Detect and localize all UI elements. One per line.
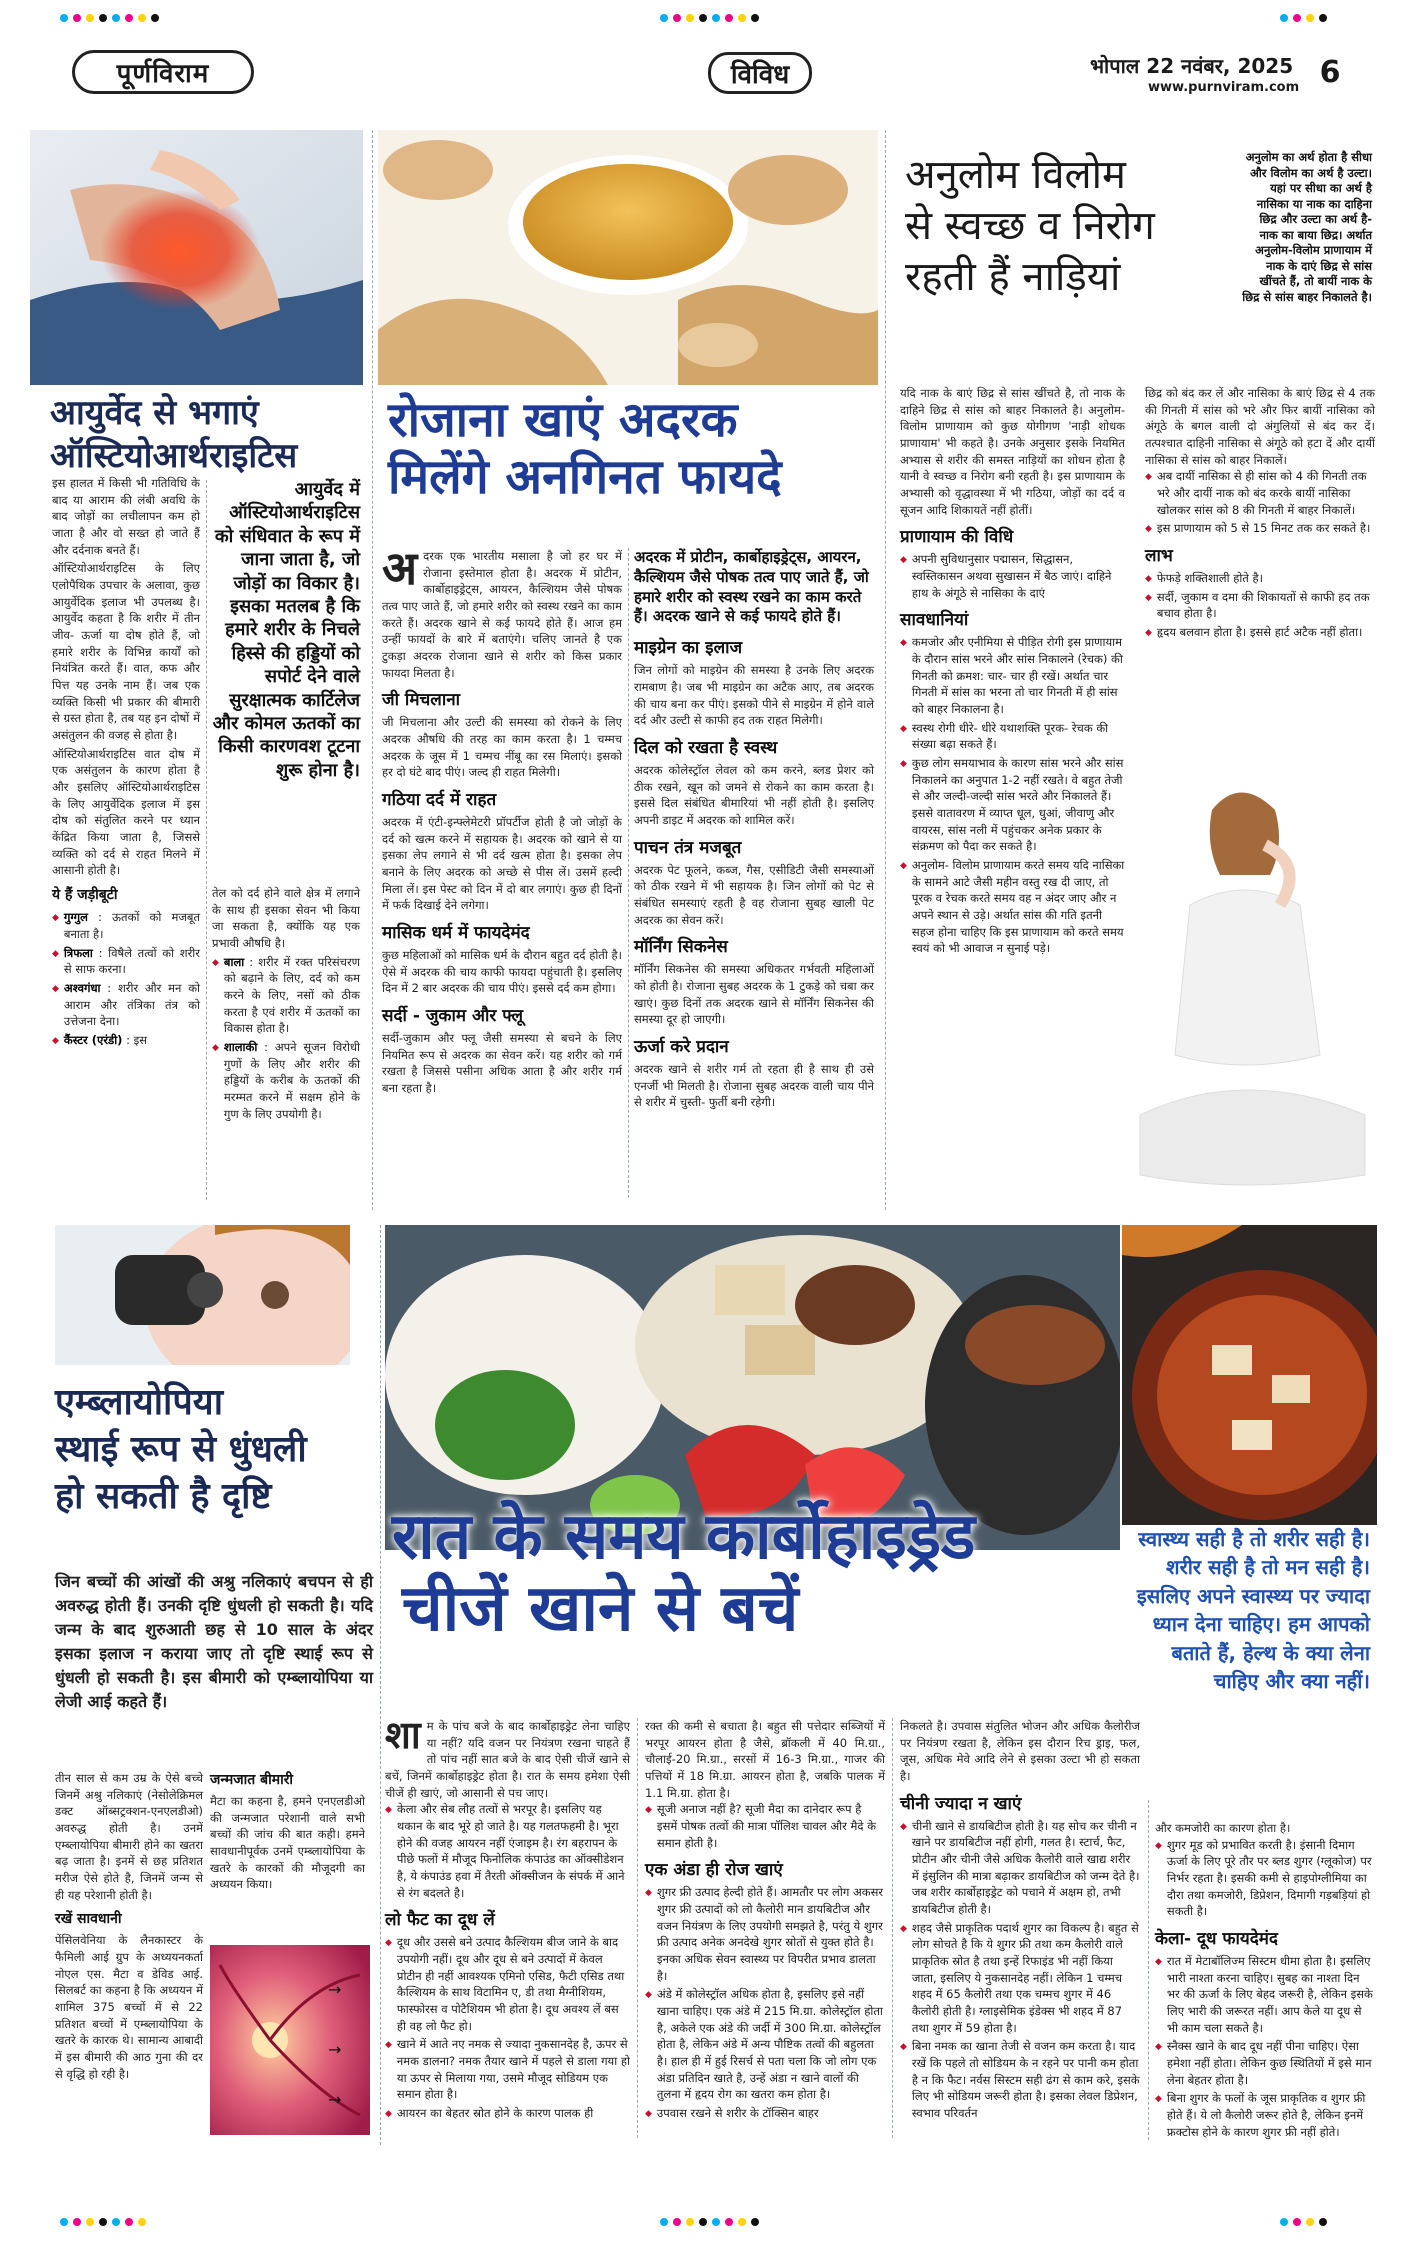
herbs-heading: ये हैं जड़ीबूटी	[52, 887, 118, 904]
carbs-item: ◆ अंडे में कोलेस्ट्रॉल अधिक होता है, इसलिए इसे नहीं खाना चाहिए। एक अंडे में 215 मि.ग्रा. कोलेस्ट्रॉल होता है, अकेले एक अंडे की जर्दी में 300 मि.ग्रा. कोलेस्ट्रॉल होता है, लेकिन अंडे में अन्य पौष्टिक तत्वों की बहुलता है। हाल ही में हुई रिसर्च से पता चला कि जो लोग एक अंडा प्रतिदिन खाते है, उन्हें अंडा न खाने वालों की तुलना में हृदय रोग का खतरा कम होता है।	[645, 1987, 883, 2102]
carbs-item: ◆ केला और सेब लौह तत्वों से भरपूर है। इसलिए यह थकान के बाद भूरे हो जाते है। यह गलतफहमी है। भूरा होने की वजह आयरन नहीं एंजाइम है। रंग बहरापन के पीछे फलों में मौजूद फिनोलिक कंपाउंड का ऑक्सीडेशन है, ये कंपाउंड हवा में तैरती ऑक्सीजन के संपर्क में आने से रंग बदलते है।	[385, 1802, 625, 1900]
carbs-intro-block	[385, 1713, 630, 1801]
carbs-item: ◆ शहद जैसे प्राकृतिक पदार्थ शुगर का विकल्प है। बहुत से लोग सोचते है कि ये शुगर फ्री तथा कम कैलोरी वाले प्राकृतिक स्रोत है तथा इन्हें रिफाइंड भी नहीं किया जाता, इसलिए ये नुकसानदेह नहीं। लेकिन 1 चम्मच शहद में 65 कैलोरी तथा एक चम्मच शुगर में 46 कैलोरी होती है। ग्लाइसेमिक इंडेक्स भी शहद में 87 तथा शुगर में 59 होता है।	[900, 1920, 1139, 2035]
caution-item: ◆ कमजोर और एनीमिया से पीड़ित रोगी इस प्राणायाम के दौरान सांस भरने और सांस निकालने (रेचक) की गिनती को क्रमश: चार- चार ही रखें। अर्थात चार गिनती में सांस का भरना तो चार गिनती में ही सांस को बाहर निकालना है।	[900, 635, 1123, 717]
svg-text:→: →	[328, 2040, 342, 2059]
carbs-intro: म के पांच बजे के बाद कार्बोहाइड्रेट लेना चाहिए या नहीं? यदि वजन पर नियंत्रण रखना चाहते हैं तो पांच नहीं सात बजे के बाद ऐसी चीजें खाने से बचें, जिनमें कार्बोहाइड्रेट होता है। रात के समय हमेशा ऐसी चीजें ही खाएं, जो आसानी से पच जाए।	[385, 1719, 630, 1800]
amblyopia-col1	[55, 1770, 203, 2082]
column-rule	[206, 480, 207, 1200]
ginger-section-text: मॉर्निंग सिकनेस की समस्या अधिकतर गर्भवती महिलाओं को होती है। रोजाना सुबह अदरक के 1 टुकड़े को चबा कर खाएं। कुछ दिनों तक अदरक खाने से मॉर्निंग सिकनेस की समस्या दूर हो जाएगी।	[634, 962, 874, 1027]
caution-item: ◆ स्वस्थ रोगी धीरे- धीरे यथाशक्ति पूरक- रेचक की संख्या बढ़ा सकते हैं।	[900, 720, 1109, 752]
carbs-item: ◆ दूध और उससे बने उत्पाद कैल्शियम बीज जाने के बाद उपयोगी नहीं। दूध और दूध से बने उत्पादों में केवल प्रोटीन ही नहीं आवश्यक एमिनो एसिड, फैटी एसिड तथा कैल्शियम के साथ विटामिन ए, डी तथा मैग्नीशियम, फास्फोरस व पोटैशियम भी होता है। दूध अवश्य लें बस ही वह लो फैट हो।	[385, 1935, 625, 2033]
ginger-section-title: ऊर्जा करे प्रदान	[634, 1036, 729, 1057]
herb-item: ◆ बाला : शरीर में रक्त परिसंचरण को बढ़ाने के लिए, दर्द को कम करने के लिए, नसों को ठीक करता है एवं शरीर में ऊतकों का विकास होता है।	[212, 954, 360, 1036]
svg-text:→: →	[328, 1980, 342, 1999]
anulom-col2-p1: छिद्र को बंद कर लें और नासिका के बाएं छिद्र से 4 तक की गिनती में सांस को भरे और फिर बायीं नासिका को अंगूठे के बगल वाली दो अंगुलियों से बंद कर दें। तत्पश्चात दाहिनी नासिका से अंगूठे को हटा दें और दायीं नासिका से सांस को बाहर निकालें।	[1145, 386, 1375, 467]
ginger-section-title: पाचन तंत्र मजबूत	[634, 837, 742, 858]
carbs-col4	[1155, 1820, 1375, 2142]
registration-dots-footer-left	[60, 2218, 146, 2226]
carbs-item: ◆ शुगर फ्री उत्पाद हेल्दी होते हैं। आमतौर पर लोग अकसर शुगर फ्री उत्पादों को लो कैलोरी मान डायबिटीज और वजन नियंत्रण के लिए उपयोगी समझते है, परंतु ये शुगर फ्री उत्पाद अनेक अनदेखे शुगर स्रोतों से युक्त होते है। इनका अधिक सेवन स्वास्थ्य पर विपरीत प्रभाव डालता है।	[645, 1885, 884, 1983]
anulom-step-item: ◆ अब दायीं नासिका से ही सांस को 4 की गिनती तक भरे और दायीं नाक को बंद करके बायीं नासिका खोलकर सांस को 8 की गिनती में बाहर निकालें।	[1145, 469, 1367, 517]
carbs-item: ◆ शुगर मूड को प्रभावित करती है। इंसानी दिमाग ऊर्जा के लिए पूरे तौर पर ब्लड शुगर (ग्लूकोज) पर निर्भर रहता है। इसकी कमी से हाइपोग्लीमिया का दौरा तथा कमजोरी, डिप्रेशन, दिमागी गड़बड़ियां हो सकती है।	[1155, 1837, 1372, 1919]
ayurveda-col2	[212, 885, 360, 1124]
carbs-col4-p1: और कमजोरी का कारण होता है।	[1155, 1821, 1291, 1835]
carbs-col2	[645, 1718, 885, 2124]
yoga-woman-photo	[1130, 755, 1375, 1210]
ginger-headline-line1: रोजाना खाएं अदरक	[388, 392, 738, 448]
carbs-headline	[392, 1502, 1132, 1645]
caution-item: ◆ अनुलोम- विलोम प्राणायाम करते समय यदि नासिका के सामने आटे जैसी महीन वस्तु रख दी जाए, तो पूरक व रेचक करते समय वह न अंदर जाए और न अपने स्थान से उड़े। अर्थात सांस की गति इतनी सहज होना चाहिए कि इस प्राणायाम को करते समय स्वयं को भी आवाज न सुनाई पड़े।	[900, 858, 1125, 956]
carbs-item: ◆ बिना शुगर के फलों के जूस प्राकृतिक व शुगर फ्री होते हैं। ये लो कैलोरी जरूर होते है, लेकिन इनमें फ्रक्टोस होने के कारण शुगर फ्री नहीं होते।	[1155, 2091, 1366, 2139]
ginger-section-title: जी मिचलाना	[382, 690, 461, 711]
ayurveda-pullquote: आयुर्वेद में ऑस्टियोआर्थराइटिस को संधिवात के रूप में जाना जाता है, जो जोड़ों का विकार है। इसका मतलब है कि हमारे शरीर के निचले हिस्से की हड्डियों को सपोर्ट देने वाले सुरक्षात्मक कार्टिलेज और कोमल ऊतकों का किसी कारणवश टूटना शुरू होना है।	[212, 479, 360, 781]
carbs-item: ◆ बिना नमक का खाना तेजी से वजन कम करता है। याद रखें कि पहले तो सोडियम के न रहने पर पानी कम होता है न कि फैट। नर्वस सिस्टम सही ढंग से काम करे, इसके लिए भी सोडियम जरूरी होता है। इसका लेवल डिप्रेशन, स्वभाव परिवर्तन	[900, 2039, 1140, 2121]
ayurveda-col1-p1: इस हालत में किसी भी गतिविधि के बाद या आराम की लंबी अवधि के बाद जोड़ों का लचीलापन कम हो जाता है और वो सख्त हो जाते हैं और दर्दनाक बनते हैं।	[52, 476, 200, 557]
anulom-col2	[1145, 385, 1375, 643]
ginger-section-title: माइग्रेन का इलाज	[634, 638, 743, 659]
ginger-dropcap: अ	[382, 541, 418, 595]
anulom-headline-line1: अनुलोम विलोम	[905, 152, 1126, 198]
ayurveda-col1-p2: ऑस्टियोआर्थराइटिस के लिए एलोपैथिक उपचार के अलावा, कुछ आयुर्वेदिक इलाज भी उपलब्ध है। आयुर्वेद कहता है कि शरीर में तीन जीव- ऊर्जा या दोष होते हैं, जो हमारे शरीर के विभिन्न कार्यों को नियंत्रित करते हैं। वात, कफ और पित्त यह उनके नाम हैं। जब एक व्यक्ति किसी भी प्रकार की बीमारी से ग्रस्त होता है, तब यह इन दोषों में असंतुलन की वजह से होता है।	[52, 561, 200, 743]
column-rule	[380, 1225, 381, 2145]
egg-heading: एक अंडा ही रोज खाएं	[645, 1860, 783, 1881]
amblyopia-headline	[55, 1380, 375, 1520]
registration-dots-footer-center	[660, 2218, 759, 2226]
ginger-section-title: सर्दी - जुकाम और फ्लू	[382, 1006, 524, 1027]
amblyopia-col1-p1: तीन साल से कम उम्र के ऐसे बच्चे जिनमें अश्रु नलिकाएं (नेसोलेक्रिमल डक्ट ऑब्सट्रक्शन-एनएलडीओ) अवरुद्ध होती है। उनमें एम्ब्लायोपिया बीमारी होने का खतरा बढ़ जाता है। इनमें से छह प्रतिशत मरीज ऐसे होते है, जिनमें जन्म से ही यह परेशानी होती है।	[55, 1771, 203, 1902]
page-number: 6	[1319, 54, 1341, 90]
herb-item: ◆ कैंस्टर (एरंडी) : इस	[52, 1033, 148, 1048]
anulom-headline	[905, 150, 1235, 304]
herb-item: ◆ गुग्गुल : ऊतकों को मजबूत बनाता है।	[52, 910, 201, 942]
ayurveda-headline-line1: आयुर्वेद से भगाएं	[50, 393, 259, 433]
ginger-section-text: अदरक में एंटी-इन्फ्लेमेटरी प्रॉपर्टीज होती है जो जोड़ों के दर्द को खत्म करने में सहायक है। अदरक को खाने से या इसका लेप लगाने से भी दर्द खत्म होता है। इसका लेप बनाने के लिए अदरक को अच्छे से पीस लें। उसमें हल्दी मिला लें। इस पेस्ट को दिन में दो बार लगाएं। कुछ ही दिनों में फर्क दिखाई देने लगेगा।	[382, 815, 622, 913]
anulom-headline-line2: से स्वच्छ व निरोग	[905, 203, 1155, 250]
column-rule	[892, 1718, 893, 2138]
masthead	[0, 0, 1417, 95]
benefit-item: ◆ सर्दी, जुकाम व दमा की शिकायतों से काफी हद तक बचाव होता है।	[1145, 589, 1370, 621]
ginger-photo	[378, 130, 878, 385]
amblyopia-col1-p2: पेंसिलवेनिया के लैनकास्टर के फैमिली आई ग्रुप के अध्ययनकर्ता नोएल एस. मैटा व डेविड आई. सिलबर्ट का कहना है कि अध्ययन में शामिल 375 बच्चों में से 22 प्रतिशत बच्चों में एम्ब्लायोपिया के खतरे के कारक थे। सामान्य आबादी में इस बीमारी की आठ गुना की दर से वृद्धि हो रही है।	[55, 1933, 203, 2081]
ginger-headline-line2: मिलेंगे अनगिनत फायदे	[388, 448, 782, 505]
ginger-intro-block	[382, 541, 622, 681]
carbs-item: ◆ सूजी अनाज नहीं है? सूजी मैदा का दानेदार रूप है इसमें पोषक तत्वों की मात्रा पॉलिश चावल और मैदे के समान होती है।	[645, 1802, 876, 1850]
svg-text:→: →	[328, 2090, 342, 2109]
child-eye-exam-photo	[55, 1225, 350, 1365]
carbs-col2-p1: रक्त की कमी से बचाता है। बहुत सी पत्तेदार सब्जियों में भरपूर आयरन होता है जैसे, ब्रॉकली में 40 मि.ग्रा., चौलाई-20 मि.ग्रा., सरसों में 16-3 मि.ग्रा., गाजर की पत्तियों में 18 मि.ग्रा. आयरन होता है, जबकि पालक में 1.1 मि.ग्रा. होता है।	[645, 1719, 885, 1800]
website-url: www.purnviram.com	[1148, 80, 1300, 95]
ginger-headline	[388, 392, 878, 505]
amblyopia-headline-line3: हो सकती है दृष्टि	[55, 1475, 272, 1517]
method-heading: प्राणायाम की विधि	[900, 527, 1014, 548]
carbs-item: ◆ आयरन का बेहतर स्रोत होने के कारण पालक ही	[385, 2106, 594, 2121]
caution-item: ◆ कुछ लोग समयाभाव के कारण सांस भरने और सांस निकालने का अनुपात 1-2 नहीं रखते। वे बहुत तेजी से और जल्दी-जल्दी सांस भरते और निकालते हैं। इससे वातावरण में व्याप्त धूल, धुआं, जीवाणु और वायरस, सांस नली में पहुंचकर अनेक प्रकार के संक्रमण को पैदा कर सकते है।	[900, 756, 1124, 854]
ginger-col2	[634, 548, 874, 1111]
anulom-col1	[900, 385, 1125, 959]
anulom-headline-line3: रहती हैं नाड़ियां	[905, 254, 1121, 301]
sugar-heading: चीनी ज्यादा न खाएं	[900, 1793, 1022, 1814]
ginger-intro: दरक एक भारतीय मसाला है जो हर घर में रोजाना इस्तेमाल होता है। अदरक में प्रोटीन, कार्बोहाइड्रेट्स, आयरन, कैल्शियम जैसे पोषक तत्व पाए जाते हैं, जो हमारे शरीर को स्वस्थ रखने का काम करते हैं। अदरक खाने से कई फायदे होते हैं। आज हम उन्हीं फायदों के बारे में बताएंगे। चलिए जानते है एक टुकड़ा अदरक रोजाना खाने से शरीर को किस प्रकार फायदा मिलता है।	[382, 549, 622, 680]
carbs-bluequote: स्वास्थ्य सही है तो शरीर सही है। शरीर सही है तो मन सही है। इसलिए अपने स्वास्थ्य पर ज्यादा ध्यान देना चाहिए। हम आपको बताते हैं, हेल्थ के क्या लेना चाहिए और क्या नहीं।	[1136, 1527, 1370, 1693]
keep-caution-heading: रखें सावधानी	[55, 1911, 122, 1928]
ginger-pullquote: अदरक में प्रोटीन, कार्बोहाइड्रेट्स, आयरन, कैल्शियम जैसे पोषक तत्व पाए जाते हैं, जो हमारे शरीर को स्वस्थ रखने का काम करते हैं। अदरक खाने से कई फायदे होते हैं।	[634, 548, 869, 626]
section-label: विविध	[708, 52, 812, 94]
carbs-item: ◆ चीनी खाने से डायबिटीज होती है। यह सोच कर चीनी न खाने पर डायबिटीज नहीं होगी, गलत है। स्टार्च, फैट, प्रोटीन और चीनी जैसे अधिक कैलोरी वाले खाद्य शरीर में इंसुलिन की मात्रा बढ़ाकर डायबिटीज को जन्म देते है। जब शरीर कार्बोहाइड्रेट को पचाने में अक्षम हो, तभी डायबिटीज होती है।	[900, 1818, 1140, 1917]
method-item: ◆ अपनी सुविधानुसार पद्मासन, सिद्धासन, स्वस्तिकासन अथवा सुखासन में बैठ जाएं। दाहिने हाथ के अंगूठे से नासिका के दाएं	[900, 552, 1112, 600]
ginger-section-text: अदरक खाने से शरीर गर्म तो रहता ही है साथ ही उसे एनर्जी भी मिलती है। रोजाना सुबह अदरक वाली चाय पीने से शरीर में चुस्ती- फुर्ती बनी रहेगी।	[634, 1061, 874, 1110]
registration-dots-footer-right	[1280, 2218, 1327, 2226]
ginger-section-title: मॉर्निंग सिकनेस	[634, 937, 728, 958]
carbs-headline-line2: चीजें खाने से बचें	[402, 1571, 799, 1646]
ginger-col1	[382, 541, 622, 1097]
anulom-col1-p1: यदि नाक के बाएं छिद्र से सांस खींचते है, तो नाक के दाहिने छिद्र से सांस को बाहर निकालते है। अनुलोम- विलोम प्राणायाम को कुछ योगीगण 'नाड़ी शोधक प्राणायाम' भी कहते है। उनके अनुसार इसके नियमित अभ्यास से शरीर की समस्त नाड़ियों का शोधन होता है यानी वे स्वच्छ व निरोग बनी रहती है। इस प्राणायाम के अभ्यासी को वृद्धावस्था में भी गठिया, जोड़ों का दर्द व सूजन आदि शिकायतें नहीं होतीं।	[900, 386, 1125, 517]
carbs-headline-line1: रात के समय कार्बोहाइड्रेड	[392, 1500, 976, 1574]
ginger-section-title: मासिक धर्म में फायदेमंद	[382, 923, 530, 944]
column-rule	[1148, 1800, 1149, 2140]
ayurveda-headline-line2: ऑस्टियोआर्थराइटिस	[50, 435, 298, 476]
ginger-section-text: अदरक कोलेस्ट्रॉल लेवल को कम करने, ब्लड प्रेशर को ठीक रखने, खून को जमने से रोकने का काम करता है। इससे दिल संबंधित बीमारियां भी नहीं होती है। इसलिए अपनी डाइट में अदरक को शामिल करें।	[634, 762, 874, 827]
registration-dots-right	[1280, 14, 1327, 22]
ginger-section-text: जिन लोगों को माइग्रेन की समस्या है उनके लिए अदरक रामबाण है। जब भी माइग्रेन का अटैक आए, तब अदरक की चाय बना कर पीएं। इसको पीने से माइग्रेन में होने वाले दर्द और उल्टी से काफी हद तक राहत मिलेगी।	[634, 663, 874, 728]
ayurveda-col2-p1: तेल को दर्द होने वाले क्षेत्र में लगाने के साथ ही इसका सेवन भी किया जा सकता है, क्योंकि यह एक प्रभावी औषधि है।	[212, 886, 360, 951]
knee-pain-photo	[30, 130, 363, 385]
amblyopia-headline-line2: स्थाई रूप से धुंधली	[55, 1428, 307, 1470]
ayurveda-col1	[52, 475, 200, 1051]
registration-dots-center	[660, 14, 759, 22]
amblyopia-col2	[210, 1770, 365, 1893]
ginger-section-title: गठिया दर्द में राहत	[382, 790, 497, 811]
curry-photo	[1122, 1225, 1377, 1525]
banana-heading: केला- दूध फायदेमंद	[1155, 1929, 1278, 1950]
registration-dots-left	[60, 14, 159, 22]
benefit-item: ◆ हृदय बलवान होता है। इससे हार्ट अटैक नहीं होता।	[1145, 625, 1363, 640]
ginger-section-text: कुछ महिलाओं को मासिक धर्म के दौरान बहुत दर्द होती है। ऐसे में अदरक की चाय काफी फायदा पहुंचाती है। इसलिए दिन में 2 बार अदरक की चाय पीएं। इससे दर्द कम होगा।	[382, 948, 622, 996]
ginger-section-text: सर्दी-जुकाम और फ्लू जैसी समस्या से बचने के लिए नियमित रूप से अदरक का सेवन करें। यह शरीर को गर्म रखता है जिससे पसीना अधिक आता है और शरीर गर्म बना रहता है।	[382, 1031, 622, 1096]
carbs-col3-p1: निकलते है। उपवास संतुलित भोजन और अधिक कैलोरीज पर नियंत्रण रखता है, लेकिन इस दौरान रिच ड्राइ, फल, जूस, अधिक मेवे आदि लेने से इसका उल्टा भी हो सकता है।	[900, 1719, 1140, 1784]
column-rule	[628, 548, 629, 1198]
benefit-heading: लाभ	[1145, 546, 1173, 567]
ginger-section-title: दिल को रखता है स्वस्थ	[634, 737, 778, 758]
carbs-item: ◆ खाने में आते नए नमक से ज्यादा नुकसानदेह है, ऊपर से नमक डालना? नमक तैयार खाने में पहले से डाला गया हो या ऊपर से मिलाया गया, उसमे मौजूद सोडियम एक समान होता है।	[385, 2037, 630, 2102]
herb-item: ◆ शालाकी : अपने सूजन विरोधी गुणों के लिए और शरीर की हड्डियों के करीब के ऊतकों की मरम्मत करने में सक्षम होने के गुण के लिए उपयोगी है।	[212, 1040, 360, 1121]
column-rule	[637, 1718, 638, 2138]
anulom-sidequote: अनुलोम का अर्थ होता है सीधा और विलोम का अर्थ है उल्टा। यहां पर सीधा का अर्थ है नासिका या नाक का दाहिना छिद्र और उल्टा का अर्थ है- नाक का बाया छिद्र। अर्थात अनुलोम-विलोम प्राणायाम में नाक के दाएं छिद्र से सांस खींचते हैं, तो बायीं नाक के छिद्र से सांस बाहर निकालते है।	[1242, 150, 1372, 304]
ginger-section-text: जी मिचलाना और उल्टी की समस्या को रोकने के लिए अदरक औषधि की तरह का काम करता है। 1 चम्मच अदरक के जूस में 1 चम्मच नींबू का रस मिलाएं। इसको हर दो घंटे बाद पीएं। जल्द ही राहत मिलेगी।	[382, 715, 622, 780]
congenital-heading: जन्मजात बीमारी	[210, 1772, 294, 1788]
carbs-item: ◆ उपवास रखने से शरीर के टॉक्सिन बाहर	[645, 2106, 819, 2121]
amblyopia-headline-line1: एम्ब्लायोपिया	[55, 1382, 224, 1423]
benefit-item: ◆ फेफड़े शक्तिशाली होते है।	[1145, 571, 1263, 586]
carbs-dropcap: शा	[385, 1713, 421, 1757]
column-rule	[372, 130, 373, 1210]
newspaper-logo: पूर्णविराम	[72, 50, 254, 94]
dateline: भोपाल 22 नवंबर, 2025	[1090, 54, 1294, 78]
ayurveda-headline	[50, 392, 370, 477]
herb-item: ◆ त्रिफला : विषैले तत्वों को शरीर से साफ करना।	[52, 945, 200, 977]
anulom-step-item: ◆ इस प्राणायाम को 5 से 15 मिनट तक कर सकते है।	[1145, 521, 1371, 536]
retina-scan-photo	[210, 1945, 370, 2135]
carbs-item: ◆ रात में मेटाबॉलिज्म सिस्टम धीमा होता है। इसलिए भारी नाश्ता करना चाहिए। सुबह का नाश्ता दिन भर की ऊर्जा के लिए बेहद जरूरी है, लेकिन इसके लिए भारी की जरूरत नहीं। आप केले या दूध से भी काम चला सकते है।	[1155, 1954, 1373, 2035]
carbs-col3	[900, 1718, 1140, 2124]
carbs-col1	[385, 1713, 630, 2124]
carbs-item: ◆ स्नैक्स खाने के बाद दूध नहीं पीना चाहिए। ऐसा हमेशा नहीं होता। लेकिन कुछ स्थितियों में इसे मान लेना बेहतर होता है।	[1155, 2039, 1372, 2087]
caution-heading: सावधानियां	[900, 610, 969, 631]
herb-item: ◆ अश्वगंधा : शरीर और मन को आराम और तंत्रिका तंत्र को उत्तेजना देना।	[52, 981, 200, 1029]
ayurveda-col1-p3: ऑस्टियोआर्थराइटिस वात दोष में एक असंतुलन के कारण होता है और इसलिए ऑस्टियोआर्थराइटिस के लिए आयुर्वेदिक इलाज में इस दोष को संतुलित करने पर ध्यान केंद्रित किया जाता है, जिससे व्यक्ति को दर्द से राहत मिलने में आसानी होती है।	[52, 746, 200, 878]
amblyopia-col2-p1: मैटा का कहना है, हमने एनएलडीओ की जन्मजात परेशानी वाले सभी बच्चों की जांच की बात कही। हमने सावधानीपूर्वक उनमें एम्ब्लायोपिया के खतरे के कारकों की मौजूदगी का अध्ययन किया।	[210, 1794, 365, 1892]
column-rule	[885, 130, 886, 1210]
ginger-section-text: अदरक पेट फूलने, कब्ज, गैस, एसीडिटी जैसी समस्याओं को ठीक रखने में भी सहायक है। जिन लोगों को पेट से संबंधित समस्याएं रहती है वह रोजाना सुबह खाली पेट अदरक का सेवन करें।	[634, 862, 874, 927]
lowfat-heading: लो फैट का दूध लें	[385, 1910, 495, 1931]
amblyopia-lead: जिन बच्चों की आंखों की अश्रु नलिकाएं बचपन से ही अवरुद्ध होती हैं। उनकी दृष्टि धुंधली हो सकती है। यदि जन्म के बाद शुरुआती छह से 10 साल के अंदर इसका इलाज न कराया जाए तो दृष्टि स्थाई रूप से धुंधली हो सकती है। इस बीमारी को एम्ब्लायोपिया या लेजी आई कहते हैं।	[55, 1572, 373, 1711]
